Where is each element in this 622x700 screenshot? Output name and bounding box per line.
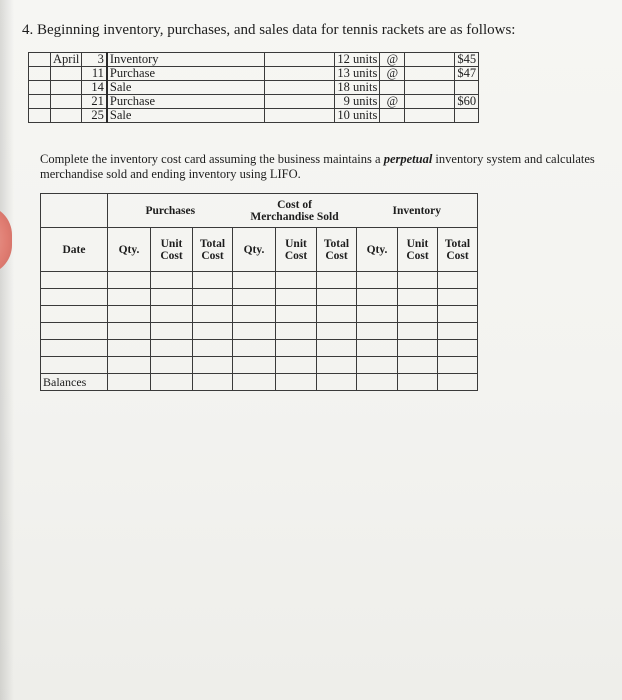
row-blank-cell: [405, 109, 455, 123]
inventory-header: Inventory: [357, 194, 478, 228]
row-month: [51, 109, 82, 123]
row-month: [51, 67, 82, 81]
balances-label: Balances: [41, 374, 108, 391]
row-day: 3: [82, 53, 107, 67]
card-entry-cell[interactable]: [41, 272, 108, 289]
card-entry-cell[interactable]: [276, 357, 317, 374]
row-blank-cell: [265, 81, 335, 95]
cogs-header-line1: Cost of: [277, 198, 312, 211]
row-units: 13 units: [335, 67, 380, 81]
row-blank-cell: [29, 109, 51, 123]
card-entry-cell[interactable]: [357, 306, 398, 323]
card-entry-cell[interactable]: [317, 289, 357, 306]
card-entry-cell[interactable]: [193, 306, 233, 323]
cogs-unit-cost-header: Unit Cost: [276, 228, 317, 272]
card-entry-cell[interactable]: [398, 357, 438, 374]
data-row: [29, 67, 479, 81]
card-entry-cell[interactable]: [41, 306, 108, 323]
instructions-after: inventory system and calculates merchandise sold and ending inventory using LIFO.: [40, 152, 595, 181]
row-blank-cell: [265, 67, 335, 81]
purchases-qty-header: Qty.: [108, 228, 151, 272]
card-entry-cell[interactable]: [357, 357, 398, 374]
card-entry-cell[interactable]: [276, 289, 317, 306]
row-description: Sale: [107, 109, 265, 123]
inventory-qty-header: Qty.: [357, 228, 398, 272]
date-col-header: Date: [41, 228, 108, 272]
row-at-sign: [380, 109, 405, 123]
instructions-emphasis: perpetual: [383, 152, 433, 166]
card-entry-cell[interactable]: [398, 289, 438, 306]
card-entry-cell[interactable]: [398, 323, 438, 340]
inventory-unit-cost-header: Unit Cost: [398, 228, 438, 272]
card-entry-cell[interactable]: [41, 323, 108, 340]
row-unit-cost: [455, 109, 479, 123]
row-blank-cell: [29, 67, 51, 81]
row-month: April: [51, 53, 82, 67]
card-entry-cell[interactable]: [108, 357, 151, 374]
row-at-sign: @: [380, 95, 405, 109]
row-day: 25: [82, 109, 107, 123]
balances-cell: [317, 374, 357, 391]
card-entry-cell[interactable]: [233, 323, 276, 340]
row-at-sign: @: [380, 53, 405, 67]
inventory-total-cost-header: Total Cost: [438, 228, 478, 272]
row-day: 21: [82, 95, 107, 109]
card-entry-cell[interactable]: [398, 272, 438, 289]
card-entry-cell[interactable]: [357, 323, 398, 340]
row-unit-cost: $47: [455, 67, 479, 81]
card-entry-row: [41, 357, 478, 374]
balances-cell: [151, 374, 193, 391]
card-entry-cell[interactable]: [357, 272, 398, 289]
card-entry-cell[interactable]: [398, 306, 438, 323]
row-blank-cell: [29, 53, 51, 67]
row-day: 14: [82, 81, 107, 95]
card-entry-cell[interactable]: [276, 306, 317, 323]
card-entry-cell[interactable]: [438, 272, 478, 289]
balances-cell: [398, 374, 438, 391]
data-row: [29, 95, 479, 109]
purchases-header: Purchases: [108, 194, 233, 228]
cogs-header-line2: Merchandise Sold: [250, 210, 339, 223]
cogs-qty-header: Qty.: [233, 228, 276, 272]
card-entry-cell[interactable]: [438, 306, 478, 323]
card-entry-row: [41, 340, 478, 357]
card-entry-cell[interactable]: [193, 323, 233, 340]
card-entry-cell[interactable]: [108, 306, 151, 323]
card-entry-cell[interactable]: [357, 289, 398, 306]
card-entry-cell[interactable]: [233, 289, 276, 306]
card-entry-cell[interactable]: [108, 289, 151, 306]
card-entry-cell[interactable]: [233, 340, 276, 357]
card-entry-cell[interactable]: [317, 357, 357, 374]
balances-cell: [193, 374, 233, 391]
row-description: Purchase: [107, 67, 265, 81]
card-entry-cell[interactable]: [151, 306, 193, 323]
row-blank-cell: [405, 67, 455, 81]
balances-cell: [357, 374, 398, 391]
card-entry-cell[interactable]: [438, 340, 478, 357]
row-month: [51, 81, 82, 95]
card-entry-cell[interactable]: [151, 323, 193, 340]
row-month: [51, 95, 82, 109]
card-entry-row: [41, 272, 478, 289]
row-at-sign: [380, 81, 405, 95]
card-entry-row: [41, 323, 478, 340]
card-entry-cell[interactable]: [276, 340, 317, 357]
card-entry-cell[interactable]: [41, 289, 108, 306]
balances-cell: [438, 374, 478, 391]
balances-cell: [233, 374, 276, 391]
card-entry-cell[interactable]: [317, 340, 357, 357]
card-entry-row: [41, 306, 478, 323]
row-blank-cell: [29, 81, 51, 95]
card-entry-cell[interactable]: [193, 357, 233, 374]
card-entry-cell[interactable]: [398, 340, 438, 357]
card-entry-cell[interactable]: [108, 323, 151, 340]
purchases-unit-cost-header: Unit Cost: [151, 228, 193, 272]
page-edge-shadow: [0, 0, 14, 700]
data-row: [29, 81, 479, 95]
card-entry-cell[interactable]: [108, 272, 151, 289]
card-entry-cell[interactable]: [233, 306, 276, 323]
card-entry-cell[interactable]: [438, 289, 478, 306]
card-entry-cell[interactable]: [108, 340, 151, 357]
card-entry-cell[interactable]: [151, 340, 193, 357]
row-blank-cell: [265, 109, 335, 123]
row-description: Inventory: [107, 53, 265, 67]
cogs-header: [233, 194, 357, 228]
row-description: Sale: [107, 81, 265, 95]
row-units: 18 units: [335, 81, 380, 95]
card-entry-cell[interactable]: [276, 272, 317, 289]
cogs-total-cost-header: Total Cost: [317, 228, 357, 272]
row-unit-cost: $60: [455, 95, 479, 109]
card-entry-cell[interactable]: [193, 272, 233, 289]
row-day: 11: [82, 67, 107, 81]
row-unit-cost: [455, 81, 479, 95]
instructions-text: [40, 152, 622, 182]
purchases-total-cost-header: Total Cost: [193, 228, 233, 272]
card-entry-cell[interactable]: [193, 340, 233, 357]
card-entry-row: [41, 289, 478, 306]
row-at-sign: @: [380, 67, 405, 81]
row-blank-cell: [265, 95, 335, 109]
row-blank-cell: [265, 53, 335, 67]
balances-cell: [108, 374, 151, 391]
data-row: [29, 109, 479, 123]
row-unit-cost: $45: [455, 53, 479, 67]
balances-cell: [276, 374, 317, 391]
row-units: 12 units: [335, 53, 380, 67]
card-entry-cell[interactable]: [317, 272, 357, 289]
row-description: Purchase: [107, 95, 265, 109]
card-entry-cell[interactable]: [41, 357, 108, 374]
row-units: 10 units: [335, 109, 380, 123]
inventory-data-table: [28, 52, 479, 123]
card-entry-cell[interactable]: [151, 289, 193, 306]
row-blank-cell: [405, 81, 455, 95]
card-entry-cell[interactable]: [233, 357, 276, 374]
card-entry-cell[interactable]: [438, 357, 478, 374]
card-entry-cell[interactable]: [151, 357, 193, 374]
row-blank-cell: [405, 53, 455, 67]
data-row: [29, 53, 479, 67]
row-blank-cell: [29, 95, 51, 109]
card-entry-cell[interactable]: [357, 340, 398, 357]
card-entry-cell[interactable]: [233, 272, 276, 289]
card-entry-cell[interactable]: [317, 306, 357, 323]
inventory-cost-card: [40, 193, 478, 391]
row-blank-cell: [405, 95, 455, 109]
card-entry-cell[interactable]: [151, 272, 193, 289]
card-entry-cell[interactable]: [438, 323, 478, 340]
card-entry-cell[interactable]: [41, 340, 108, 357]
row-units: 9 units: [335, 95, 380, 109]
card-entry-cell[interactable]: [276, 323, 317, 340]
instructions-before: Complete the inventory cost card assuming the business maintains a: [40, 152, 384, 166]
question-text: 4. Beginning inventory, purchases, and sales data for tennis rackets are as follows:: [22, 22, 516, 38]
card-corner: [41, 194, 108, 228]
card-entry-cell[interactable]: [317, 323, 357, 340]
card-entry-cell[interactable]: [193, 289, 233, 306]
